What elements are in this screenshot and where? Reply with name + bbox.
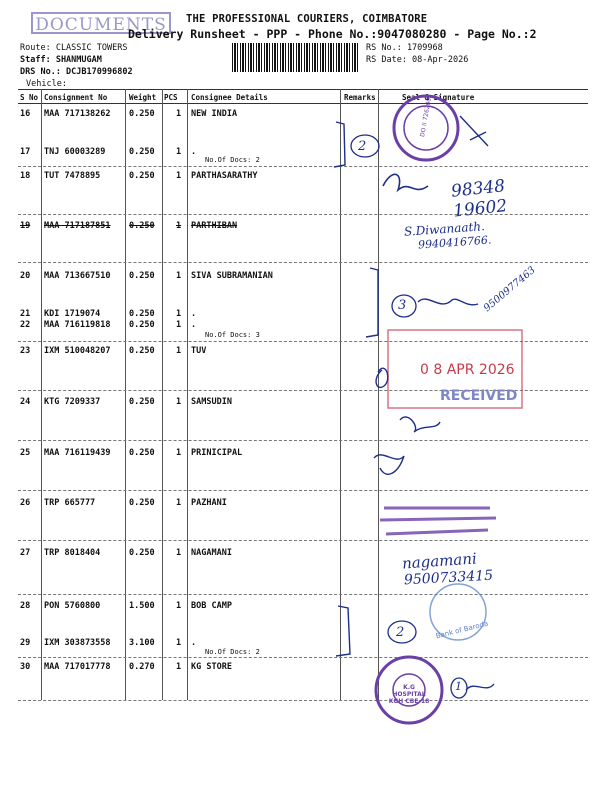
- row-pcs: 1: [176, 309, 182, 319]
- handwritten-name: nagamani: [401, 549, 478, 573]
- row-consignment: KTG 7209337: [44, 397, 101, 407]
- row-pcs: 1: [176, 601, 182, 611]
- row-pcs: 1: [176, 638, 182, 648]
- row-consignee: SAMSUDIN: [191, 397, 232, 407]
- row-consignment: PON 5760800: [44, 601, 101, 611]
- row-consignee: PARTHIBAN: [191, 221, 238, 231]
- handwritten-name: S.Diwanaath.: [403, 219, 486, 239]
- col-remarks: Remarks: [344, 93, 376, 102]
- handwritten-phone: 9500977463: [481, 264, 538, 315]
- col-pcs: PCS: [164, 93, 178, 102]
- row-consignment: TRP 665777: [44, 498, 96, 508]
- row-weight: 0.250: [129, 271, 155, 281]
- row-consignment: KDI 1719074: [44, 309, 101, 319]
- row-pcs: 1: [176, 498, 182, 508]
- row-consignment: MAA 716119818: [44, 320, 111, 330]
- row-pcs: 1: [176, 147, 182, 157]
- row-consignment: IXM 303873558: [44, 638, 111, 648]
- row-consignment: IXM 510048207: [44, 346, 111, 356]
- row-weight: 0.250: [129, 498, 155, 508]
- bank-seal-text: Bank of Baroda: [435, 619, 489, 641]
- row-weight: 0.250: [129, 346, 155, 356]
- row-weight: 0.270: [129, 662, 155, 672]
- circled-count: 2: [358, 139, 367, 154]
- row-pcs: 1: [176, 221, 182, 231]
- row-pcs: 1: [176, 397, 182, 407]
- row-pcs: 1: [176, 346, 182, 356]
- row-weight: 0.250: [129, 448, 155, 458]
- col-seal-signature: Seal & Signature: [402, 93, 475, 102]
- row-pcs: 1: [176, 109, 182, 119]
- row-consignment: TRP 8018404: [44, 548, 101, 558]
- hospital-seal-text: K.G HOSPITAL KGH CBE-18: [388, 684, 430, 705]
- row-consignee: NEW INDIA: [191, 109, 238, 119]
- row-pcs: 1: [176, 548, 182, 558]
- bracket-mark: [366, 268, 378, 337]
- row-weight: 0.250: [129, 171, 155, 181]
- row-weight: 0.250: [129, 309, 155, 319]
- row-consignee: .: [191, 147, 197, 157]
- row-sno: 23: [20, 346, 31, 356]
- col-weight: Weight: [129, 93, 157, 102]
- row-consignee: .: [191, 309, 197, 319]
- staff-label: Staff: SHANMUGAM: [20, 55, 102, 65]
- tamil-stamp-lines: [380, 508, 496, 534]
- docs-count-note: No.Of Docs: 2: [205, 156, 260, 164]
- circled-count: 1: [455, 680, 462, 693]
- row-pcs: 1: [176, 320, 182, 330]
- row-weight: 0.250: [129, 548, 155, 558]
- row-sno: 26: [20, 498, 31, 508]
- row-pcs: 1: [176, 662, 182, 672]
- row-sno: 28: [20, 601, 31, 611]
- row-consignment: MAA 717017778: [44, 662, 111, 672]
- row-weight: 0.250: [129, 109, 155, 119]
- date-stamp: 0 8 APR 2026: [420, 362, 515, 378]
- row-consignee: KG STORE: [191, 662, 232, 672]
- vehicle-label: Vehicle:: [26, 79, 67, 89]
- rs-number: RS No.: 1709968: [366, 43, 443, 53]
- row-pcs: 1: [176, 171, 182, 181]
- row-weight: 0.250: [129, 397, 155, 407]
- row-consignment: MAA 716119439: [44, 448, 111, 458]
- row-consignee: PRINICIPAL: [191, 448, 243, 458]
- row-consignee: SIVA SUBRAMANIAN: [191, 271, 273, 281]
- row-sno: 30: [20, 662, 31, 672]
- drs-label: DRS No.: DCJB170996802: [20, 67, 133, 77]
- row-sno: 20: [20, 271, 31, 281]
- row-consignee: .: [191, 320, 197, 330]
- row-weight: 0.250: [129, 320, 155, 330]
- signature-scribble: [383, 174, 428, 190]
- docs-count-note: No.Of Docs: 2: [205, 648, 260, 656]
- handwritten-phone: 9500733415: [403, 567, 494, 589]
- row-consignee: PAZHANI: [191, 498, 227, 508]
- row-weight: 3.100: [129, 638, 155, 648]
- signature-scribble: [374, 455, 404, 474]
- row-pcs: 1: [176, 271, 182, 281]
- row-consignee: BOB CAMP: [191, 601, 232, 611]
- row-sno: 17: [20, 147, 31, 157]
- received-stamp: RECEIVED: [440, 388, 518, 404]
- row-sno: 18: [20, 171, 31, 181]
- row-weight: 0.250: [129, 147, 155, 157]
- handwritten-phone: 9940416766.: [417, 233, 492, 252]
- runsheet-subtitle: Delivery Runsheet - PPP - Phone No.:9047080280 - Page No.:2: [128, 27, 537, 41]
- row-pcs: 1: [176, 448, 182, 458]
- row-consignment: TNJ 60003289: [44, 147, 106, 157]
- handwritten-phone: 98348 19602: [450, 176, 509, 222]
- row-weight: 1.500: [129, 601, 155, 611]
- row-sno: 27: [20, 548, 31, 558]
- row-consignment: TUT 7478895: [44, 171, 101, 181]
- circled-count: 2: [396, 625, 405, 640]
- row-consignment: MAA 713667510: [44, 271, 111, 281]
- signature-scribble: [418, 299, 478, 305]
- bracket-mark: [334, 122, 345, 167]
- col-consignee: Consignee Details: [191, 93, 268, 102]
- company-title: THE PROFESSIONAL COURIERS, COIMBATORE: [186, 13, 428, 25]
- signature-scribble: [376, 368, 388, 387]
- route-label: Route: CLASSIC TOWERS: [20, 43, 128, 53]
- rs-date: RS Date: 08-Apr-2026: [366, 55, 469, 65]
- bracket-mark: [336, 606, 350, 656]
- office-seal-text: DO II 726200: [419, 97, 433, 138]
- docs-count-note: No.Of Docs: 3: [205, 331, 260, 339]
- row-sno: 22: [20, 320, 31, 330]
- row-consignee: PARTHASARATHY: [191, 171, 258, 181]
- row-sno: 16: [20, 109, 31, 119]
- row-sno: 29: [20, 638, 31, 648]
- row-sno: 21: [20, 309, 31, 319]
- row-consignment: MAA 717187851: [44, 221, 111, 231]
- row-sno: 24: [20, 397, 31, 407]
- signature-scribble: [460, 116, 488, 146]
- circled-count: 3: [398, 298, 407, 313]
- row-sno: 25: [20, 448, 31, 458]
- signature-scribble: [466, 684, 494, 690]
- documents-stamp: DOCUMENTS: [31, 12, 171, 34]
- row-sno: 19: [20, 221, 31, 231]
- col-sno: S No: [20, 93, 39, 102]
- row-weight: 0.250: [129, 221, 155, 231]
- row-consignment: MAA 717138262: [44, 109, 111, 119]
- signature-scribble: [400, 417, 440, 432]
- col-consignment: Consignment No: [44, 93, 108, 102]
- row-consignee: NAGAMANI: [191, 548, 232, 558]
- row-consignee: .: [191, 638, 197, 648]
- row-consignee: TUV: [191, 346, 207, 356]
